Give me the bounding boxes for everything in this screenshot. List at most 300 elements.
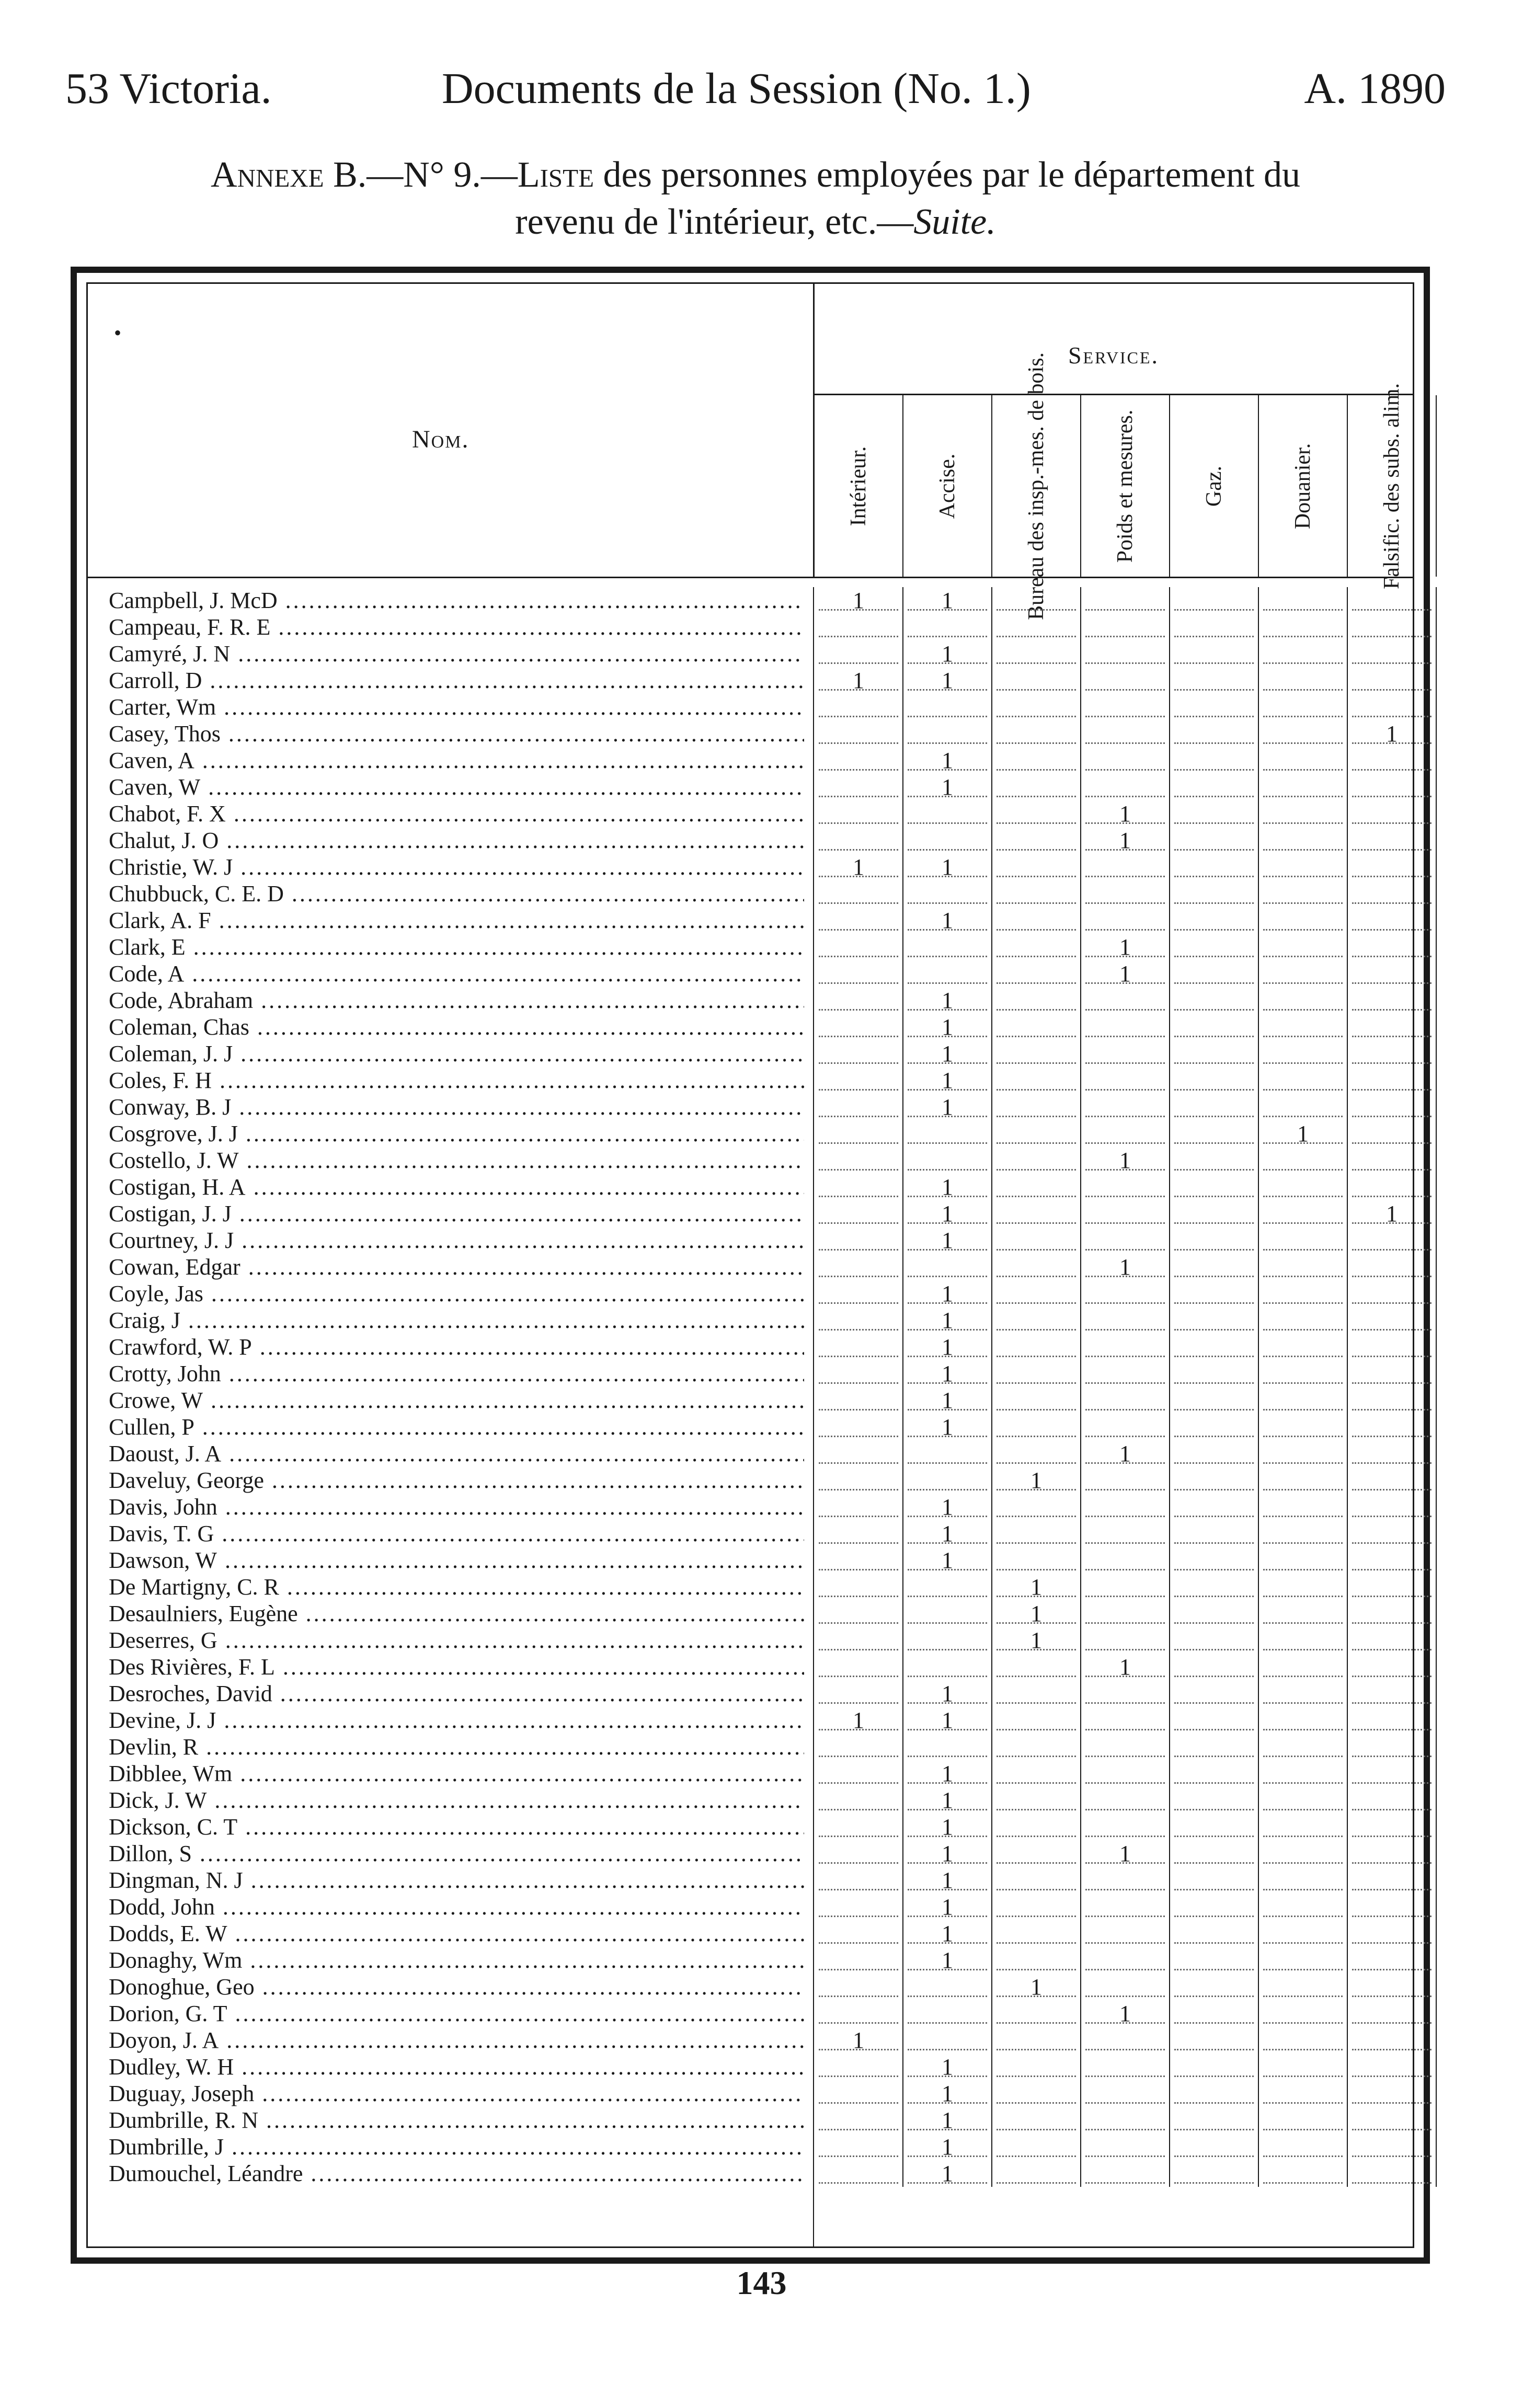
service-cell [992, 907, 1081, 934]
service-cell: 1 [1081, 960, 1170, 987]
service-cell [1348, 1120, 1437, 1147]
service-cell [1348, 1520, 1437, 1547]
table-row [88, 1734, 1413, 1760]
service-cell [1170, 1120, 1259, 1147]
service-cell: 1 [903, 2107, 992, 2134]
service-cell [1081, 587, 1170, 614]
service-cell [1348, 1920, 1437, 1947]
service-cell: 1 [903, 1360, 992, 1387]
service-cell [992, 2107, 1081, 2134]
service-cell: 1 [903, 2134, 992, 2160]
service-cell [1259, 907, 1348, 934]
table-row [88, 1814, 1413, 1840]
table-row [88, 720, 1413, 747]
employee-name: Donoghue, Geo ..... [109, 1974, 804, 2000]
service-cell [815, 1014, 903, 1040]
table-row [88, 907, 1413, 934]
table-frame [71, 267, 1430, 2264]
service-cell [1259, 1014, 1348, 1040]
service-cell [815, 694, 903, 720]
table-row [88, 1760, 1413, 1787]
service-cell [992, 1280, 1081, 1307]
service-cell: 1 [903, 1334, 992, 1360]
employee-name: Craig, J ..... [109, 1307, 804, 1334]
service-cell [815, 1760, 903, 1787]
service-column-header-1 [815, 395, 903, 577]
service-cell [992, 1174, 1081, 1200]
service-cell [1081, 1947, 1170, 1974]
service-cell [1348, 907, 1437, 934]
service-cell [1348, 1947, 1437, 1974]
service-cell [1348, 880, 1437, 907]
service-cell [1170, 1707, 1259, 1734]
employee-name: Crowe, W ..... [109, 1387, 804, 1414]
table-row [88, 1440, 1413, 1467]
employee-name: Donaghy, Wm ..... [109, 1947, 804, 1974]
service-cell: 1 [903, 1280, 992, 1307]
service-cell [992, 1734, 1081, 1760]
service-cell [1170, 1814, 1259, 1840]
service-cell [1259, 2160, 1348, 2187]
table-row [88, 1467, 1413, 1494]
service-cell [815, 1414, 903, 1440]
table-row [88, 587, 1413, 614]
service-cell [1348, 1547, 1437, 1574]
service-cell [1081, 1547, 1170, 1574]
service-cell [1170, 1147, 1259, 1174]
title-rest: des personnes employées par le département du [594, 155, 1300, 195]
service-cell [1259, 934, 1348, 960]
table-row [88, 1280, 1413, 1307]
service-cell [992, 1920, 1081, 1947]
service-cell: 1 [1348, 720, 1437, 747]
service-cell [815, 1547, 903, 1574]
employee-name: Courtney, J. J ..... [109, 1227, 804, 1254]
employee-name: Daoust, J. A ..... [109, 1440, 804, 1467]
service-cell: 1 [815, 587, 903, 614]
service-cell [1348, 1360, 1437, 1387]
service-cell [815, 1920, 903, 1947]
service-cell [1259, 1200, 1348, 1227]
service-cell [992, 1307, 1081, 1334]
service-cell [1081, 1520, 1170, 1547]
service-cell [1170, 1440, 1259, 1467]
service-cell [1170, 1547, 1259, 1574]
service-cell [815, 1200, 903, 1227]
service-cell [1081, 1120, 1170, 1147]
service-cell: 1 [1081, 800, 1170, 827]
employee-name: Deserres, G ..... [109, 1627, 804, 1654]
service-cell [903, 960, 992, 987]
document-series: Documents de la Session (No. 1.) [442, 64, 1031, 113]
service-cell [903, 1440, 992, 1467]
table-row [88, 960, 1413, 987]
service-cell: 1 [903, 1760, 992, 1787]
service-cell [992, 2000, 1081, 2027]
service-cell: 1 [903, 1067, 992, 1094]
service-cell [1259, 1467, 1348, 1494]
service-cell [992, 747, 1081, 774]
service-cell [1170, 1467, 1259, 1494]
service-cell [1170, 587, 1259, 614]
service-cell [1348, 667, 1437, 694]
service-cell [815, 2054, 903, 2080]
table-row [88, 1174, 1413, 1200]
service-cell [1081, 694, 1170, 720]
service-cell [1081, 1067, 1170, 1094]
service-cell [1170, 2107, 1259, 2134]
service-cell [1081, 640, 1170, 667]
service-cell [1081, 1574, 1170, 1600]
service-cell: 1 [903, 2080, 992, 2107]
service-cell [992, 667, 1081, 694]
service-cell [903, 1734, 992, 1760]
service-cell [815, 880, 903, 907]
service-cell: 1 [903, 1814, 992, 1840]
employee-name: Carroll, D ..... [109, 667, 804, 694]
service-cell [1348, 1387, 1437, 1414]
service-cell [1348, 1894, 1437, 1920]
service-column-header-3 [992, 352, 1081, 620]
service-cell [1259, 1040, 1348, 1067]
service-cell [815, 1307, 903, 1334]
service-cell [1170, 1680, 1259, 1707]
service-cell [992, 1147, 1081, 1174]
service-cell [815, 1814, 903, 1840]
service-cell [992, 1947, 1081, 1974]
service-cell [815, 1387, 903, 1414]
service-cell [1259, 960, 1348, 987]
table-row [88, 1787, 1413, 1814]
employee-name: Casey, Thos ..... [109, 720, 804, 747]
service-cell [1348, 854, 1437, 880]
service-cell [1170, 1894, 1259, 1920]
service-cell [1170, 774, 1259, 800]
service-cell [1081, 2080, 1170, 2107]
service-cell [992, 1120, 1081, 1147]
service-cell [1259, 1627, 1348, 1654]
service-cell [1348, 614, 1437, 640]
service-cell [1259, 720, 1348, 747]
table-row [88, 854, 1413, 880]
service-cell [1081, 1787, 1170, 1814]
service-cell [815, 1120, 903, 1147]
service-cell: 1 [992, 1600, 1081, 1627]
service-cell [992, 774, 1081, 800]
service-cell [1348, 1814, 1437, 1840]
service-cell [903, 720, 992, 747]
service-cell [815, 1067, 903, 1094]
service-cell [1259, 1414, 1348, 1440]
service-cell [815, 800, 903, 827]
service-cell [1348, 934, 1437, 960]
service-cell: 1 [903, 1494, 992, 1520]
service-cell [815, 1147, 903, 1174]
service-cell: 1 [903, 1387, 992, 1414]
service-cell [1081, 2054, 1170, 2080]
service-cell [1348, 2080, 1437, 2107]
service-cell [1170, 1414, 1259, 1440]
service-cell [992, 1654, 1081, 1680]
service-cell [992, 1200, 1081, 1227]
service-cell [1348, 827, 1437, 854]
table-row [88, 934, 1413, 960]
employee-name: Caven, W ..... [109, 774, 804, 800]
service-cell [1170, 1974, 1259, 2000]
service-cell [815, 1894, 903, 1920]
service-cell [815, 1494, 903, 1520]
service-cell [1259, 800, 1348, 827]
service-cell [992, 640, 1081, 667]
service-cell: 1 [903, 774, 992, 800]
service-cell [1259, 827, 1348, 854]
service-cell [1348, 1147, 1437, 1174]
employee-name: Caven, A ..... [109, 747, 804, 774]
service-cell [1259, 1760, 1348, 1787]
name-column-divider [813, 587, 814, 2246]
service-cell [1259, 614, 1348, 640]
service-cell: 1 [903, 2160, 992, 2187]
service-cell: 1 [1081, 2000, 1170, 2027]
table-row [88, 2054, 1413, 2080]
service-cell [1081, 2160, 1170, 2187]
table-row [88, 1360, 1413, 1387]
employee-name: Cowan, Edgar ..... [109, 1254, 804, 1280]
service-cell [903, 800, 992, 827]
employee-name: Campbell, J. McD ..... [109, 587, 804, 614]
service-cell: 1 [903, 587, 992, 614]
service-cell [1081, 854, 1170, 880]
service-cell [1170, 1840, 1259, 1867]
service-cell [1348, 2134, 1437, 2160]
service-cell: 1 [903, 1920, 992, 1947]
annex-prefix: Annexe [211, 155, 324, 195]
nom-column-header [88, 284, 815, 577]
employee-name: Dibblee, Wm ..... [109, 1760, 804, 1787]
service-cell [903, 827, 992, 854]
service-cell [1081, 1974, 1170, 2000]
employee-name: Code, A ..... [109, 960, 804, 987]
service-cell [1170, 1654, 1259, 1680]
service-cell [1348, 1840, 1437, 1867]
employee-name: Dorion, G. T ..... [109, 2000, 804, 2027]
service-cell: 1 [815, 854, 903, 880]
service-cell: 1 [1081, 1147, 1170, 1174]
service-cell [903, 1254, 992, 1280]
service-cell [1081, 880, 1170, 907]
service-cell [815, 1787, 903, 1814]
service-cell [815, 960, 903, 987]
service-cell [1259, 694, 1348, 720]
suite-word: Suite. [913, 202, 996, 242]
service-cell [815, 2160, 903, 2187]
employee-name: Dumbrille, J ..... [109, 2134, 804, 2160]
service-cell [1348, 1574, 1437, 1600]
service-cell [992, 720, 1081, 747]
service-cell [1348, 1094, 1437, 1120]
service-cell [1348, 2107, 1437, 2134]
service-cell [1348, 587, 1437, 614]
employee-name: Davis, John ..... [109, 1494, 804, 1520]
service-cell [815, 934, 903, 960]
service-cell [1081, 1494, 1170, 1520]
service-cell [815, 827, 903, 854]
employee-name: Devlin, R ..... [109, 1734, 804, 1760]
service-cell: 1 [903, 2054, 992, 2080]
service-cell [1348, 1760, 1437, 1787]
table-row [88, 1947, 1413, 1974]
table-row [88, 1014, 1413, 1040]
service-cell [1259, 2107, 1348, 2134]
service-cell [903, 1654, 992, 1680]
service-cell [1170, 907, 1259, 934]
service-cell [903, 1600, 992, 1627]
employee-name: Devine, J. J ..... [109, 1707, 804, 1734]
service-cell [992, 934, 1081, 960]
employee-name: Camyré, J. N ..... [109, 640, 804, 667]
service-cell [1348, 1494, 1437, 1520]
service-cell [1170, 1254, 1259, 1280]
employee-name: Coyle, Jas ..... [109, 1280, 804, 1307]
table-row [88, 2134, 1413, 2160]
service-cell [992, 2160, 1081, 2187]
service-cell [1348, 1707, 1437, 1734]
service-cell [1170, 1360, 1259, 1387]
service-cell [1170, 2080, 1259, 2107]
service-cell [1081, 1094, 1170, 1120]
employee-name: Dawson, W ..... [109, 1547, 804, 1574]
service-cell [1170, 1734, 1259, 1760]
service-cell [1259, 1094, 1348, 1120]
table-row [88, 1094, 1413, 1120]
service-cell [1170, 1280, 1259, 1307]
nom-label: Nom. [412, 426, 470, 453]
employee-name: Dick, J. W ..... [109, 1787, 804, 1814]
employee-name: Duguay, Joseph ..... [109, 2080, 804, 2107]
service-cell [1081, 1467, 1170, 1494]
service-cell [815, 1467, 903, 1494]
service-cell [1170, 987, 1259, 1014]
service-cell [1081, 1360, 1170, 1387]
service-cell [1081, 2027, 1170, 2054]
employee-name: De Martigny, C. R ..... [109, 1574, 804, 1600]
service-cell [1348, 1254, 1437, 1280]
table-row [88, 2107, 1413, 2134]
service-cell [992, 694, 1081, 720]
service-column-label: Poids et mesures. [1113, 409, 1137, 563]
table-row [88, 987, 1413, 1014]
service-cell [1259, 2054, 1348, 2080]
service-cell [992, 800, 1081, 827]
service-cell [815, 2000, 903, 2027]
employee-name: Dillon, S ..... [109, 1840, 804, 1867]
service-cell [992, 1867, 1081, 1894]
table-row [88, 2000, 1413, 2027]
service-cell: 1 [903, 640, 992, 667]
service-cell [815, 1947, 903, 1974]
service-cell [903, 1467, 992, 1494]
service-cell [1081, 720, 1170, 747]
service-cell [815, 1654, 903, 1680]
service-cell [1348, 800, 1437, 827]
employee-name: Dingman, N. J ..... [109, 1867, 804, 1894]
service-cell [992, 1814, 1081, 1840]
service-cell [1259, 2000, 1348, 2027]
employee-name: Chabot, F. X ..... [109, 800, 804, 827]
service-cell [992, 2027, 1081, 2054]
service-cell [815, 1520, 903, 1547]
service-cell [1170, 1600, 1259, 1627]
service-cell [1081, 1387, 1170, 1414]
service-cell [1170, 694, 1259, 720]
service-cell [815, 1174, 903, 1200]
service-cell [1348, 2160, 1437, 2187]
service-cell: 1 [1081, 1840, 1170, 1867]
service-cell [1348, 1227, 1437, 1254]
service-cell [815, 1867, 903, 1894]
service-cell [815, 907, 903, 934]
service-cell: 1 [1081, 1654, 1170, 1680]
service-cell [1259, 1547, 1348, 1574]
service-cell [903, 1120, 992, 1147]
service-cell: 1 [903, 1200, 992, 1227]
service-cell [1170, 1520, 1259, 1547]
service-cell: 1 [903, 667, 992, 694]
service-cell [1170, 1867, 1259, 1894]
service-cell [1348, 1307, 1437, 1334]
service-cell [992, 854, 1081, 880]
service-cell [1259, 1360, 1348, 1387]
service-cell [1170, 934, 1259, 960]
service-cell: 1 [903, 1414, 992, 1440]
service-cell: 1 [815, 667, 903, 694]
service-cell [1170, 800, 1259, 827]
service-cell: 1 [903, 854, 992, 880]
employee-name: Doyon, J. A ..... [109, 2027, 804, 2054]
service-cell [1081, 2107, 1170, 2134]
service-group-header [815, 284, 1413, 395]
employee-name: Dumouchel, Léandre ..... [109, 2160, 804, 2187]
service-cell [1081, 1414, 1170, 1440]
service-cell: 1 [903, 1014, 992, 1040]
service-cell [1259, 1067, 1348, 1094]
service-cell [1259, 1680, 1348, 1707]
employee-name: Dudley, W. H ..... [109, 2054, 804, 2080]
service-cell [1259, 1574, 1348, 1600]
service-cell: 1 [1348, 1200, 1437, 1227]
service-cell [903, 880, 992, 907]
service-cell [1170, 2027, 1259, 2054]
service-cell [1170, 1014, 1259, 1040]
service-cell: 1 [903, 1947, 992, 1974]
table-row [88, 1520, 1413, 1547]
service-cell: 1 [992, 1974, 1081, 2000]
employee-name: Costello, J. W ..... [109, 1147, 804, 1174]
service-cell [1259, 587, 1348, 614]
service-cell [1348, 1174, 1437, 1200]
employee-name: Coles, F. H ..... [109, 1067, 804, 1094]
service-cell [1348, 2027, 1437, 2054]
employee-name: Desaulniers, Eugène ..... [109, 1600, 804, 1627]
service-cell [815, 1627, 903, 1654]
service-column-header-6 [1259, 395, 1348, 577]
employee-name: Costigan, J. J ..... [109, 1200, 804, 1227]
service-cell: 1 [1259, 1120, 1348, 1147]
table-row [88, 1120, 1413, 1147]
employee-name: Daveluy, George ..... [109, 1467, 804, 1494]
service-cell [1348, 2000, 1437, 2027]
employee-name: Clark, E ..... [109, 934, 804, 960]
